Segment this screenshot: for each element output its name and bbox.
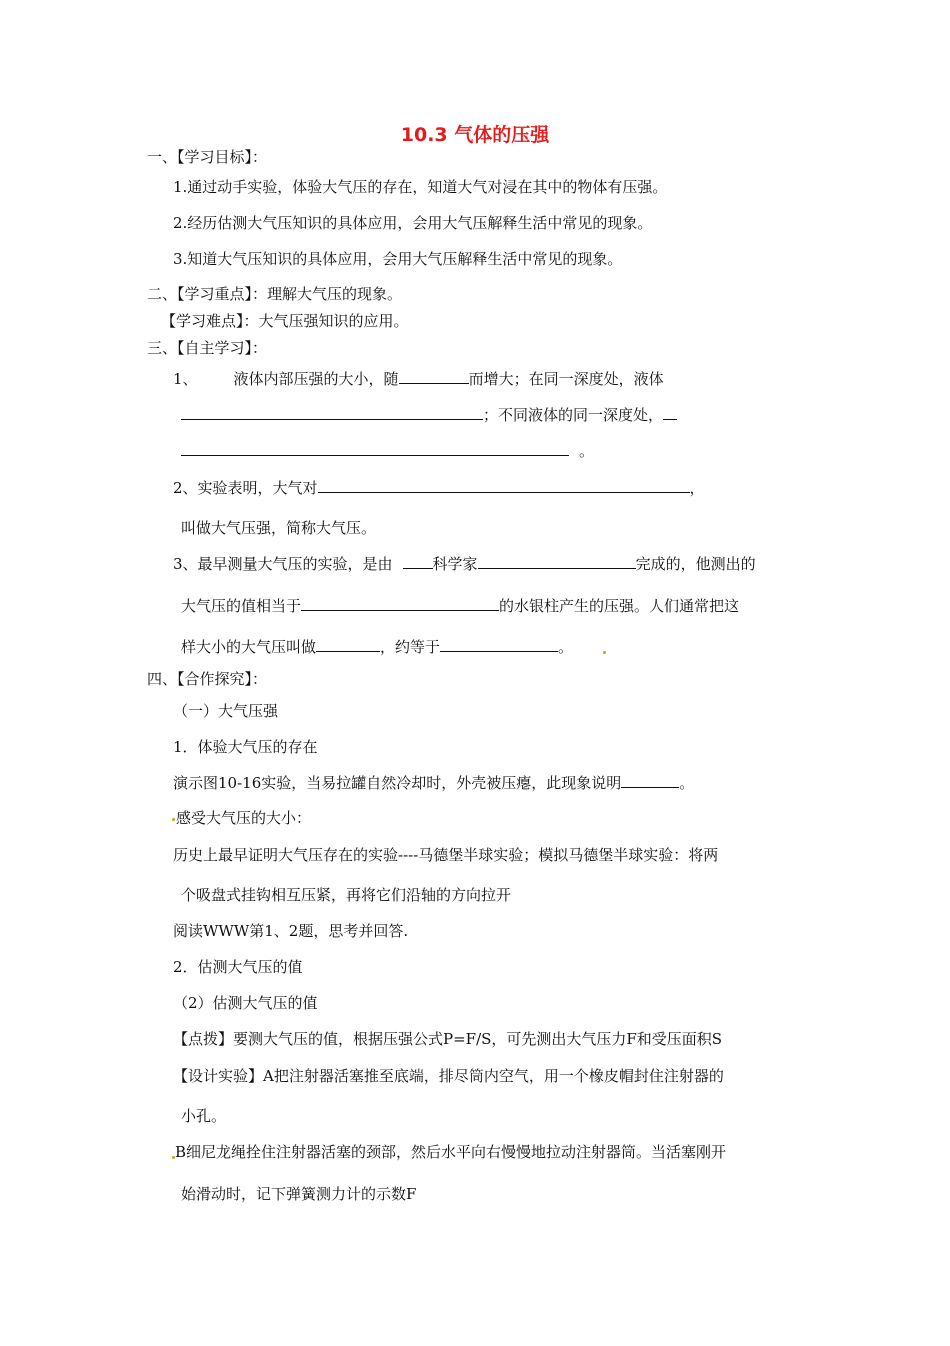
design-line-2: 小孔。: [181, 1107, 227, 1125]
fill-blank[interactable]: [318, 478, 690, 493]
part-1-heading: 1．体验大气压的存在: [173, 738, 318, 756]
step-b-line-1: B细尼龙绳拴住注射器活塞的颈部，然后水平向右慢慢地拉动注射器筒。当活塞刚开: [175, 1143, 727, 1161]
read-line: 阅读WWW第1、2题，思考并回答.: [173, 922, 409, 940]
question-3-text-e: 的水银柱产生的压强。人们通常把这: [499, 597, 740, 615]
subsection-1: （一）大气压强: [173, 702, 279, 720]
question-1-line-2: [181, 405, 677, 425]
question-3-line-2: [181, 596, 739, 616]
question-2-line-2: 叫做大气压强，简称大气压。: [181, 519, 377, 537]
demo-line: [173, 773, 694, 793]
fill-blank[interactable]: [181, 405, 483, 420]
question-3-text-h: 。: [558, 638, 574, 656]
fill-blank[interactable]: [621, 773, 679, 788]
fill-blank[interactable]: [316, 637, 380, 652]
fill-blank[interactable]: [663, 405, 677, 420]
fill-blank[interactable]: [478, 554, 636, 569]
question-3-line-3: [181, 637, 573, 657]
question-2-line-1: [173, 478, 705, 498]
decorative-dot: [603, 651, 606, 654]
history-line-1: 历史上最早证明大气压存在的实验----马德堡半球实验；模拟马德堡半球实验：将两: [173, 846, 719, 864]
design-line-1: 【设计实验】A把注射器活塞推至底端，排尽筒内空气，用一个橡皮帽封住注射器的: [173, 1067, 724, 1085]
question-1-text-b: 而增大；在同一深度处，液体: [468, 370, 664, 388]
decorative-dot: [172, 818, 175, 821]
feel-line: 感受大气压的大小：: [176, 809, 312, 827]
difficulty-line: 【学习难点】：大气压强知识的应用。: [161, 312, 409, 330]
objective-1: 1.通过动手实验，体验大气压的存在，知道大气对浸在其中的物体有压强。: [173, 178, 668, 196]
page-title: 10.3 气体的压强: [400, 124, 550, 146]
question-1-number: 1、: [173, 370, 198, 388]
part-2-heading: 2．估测大气压的值: [173, 958, 303, 976]
demo-text-a: 演示图10-16实验，当易拉罐自然冷却时，外壳被压瘪，此现象说明: [173, 774, 622, 792]
fill-blank[interactable]: [181, 441, 569, 456]
objective-3: 3.知道大气压知识的具体应用，会用大气压解释生活中常见的现象。: [173, 250, 623, 268]
objective-2: 2.经历估测大气压知识的具体应用，会用大气压解释生活中常见的现象。: [173, 214, 653, 232]
question-2-text-a: 2、实验表明，大气对: [173, 479, 318, 497]
question-1-text-d: 。: [579, 442, 595, 460]
history-line-2: 个吸盘式挂钩相互压紧，再将它们沿轴的方向拉开: [181, 886, 512, 904]
fill-blank[interactable]: [301, 596, 499, 611]
section-4-heading: 四、【合作探究】：: [147, 670, 268, 688]
fill-blank[interactable]: [403, 554, 433, 569]
question-3-text-c: 完成的，他测出的: [635, 555, 756, 573]
question-3-text-b: 科学家: [432, 555, 478, 573]
part-2-sub: （2）估测大气压的值: [173, 994, 318, 1012]
section-1-heading: 一、【学习目标】：: [147, 148, 268, 166]
section-2-heading: 二、【学习重点】：理解大气压的现象。: [147, 285, 403, 303]
question-1-text-c: ；不同液体的同一深度处，: [483, 406, 664, 424]
hint-line: 【点拨】要测大气压的值，根据压强公式P=F/S，可先测出大气压力F和受压面积S: [173, 1030, 723, 1048]
section-3-heading: 三、【自主学习】：: [147, 339, 268, 357]
question-3-text-f: 样大小的大气压叫做: [181, 638, 317, 656]
question-1-text-a: 液体内部压强的大小，随: [233, 370, 399, 388]
question-1-line-1: [173, 369, 664, 389]
step-b-line-2: 始滑动时，记下弹簧测力计的示数F: [181, 1185, 417, 1203]
question-3-text-g: ，约等于: [380, 638, 441, 656]
question-3-text-d: 大气压的值相当于: [181, 597, 302, 615]
question-2-text-b: ，: [689, 479, 705, 497]
fill-blank[interactable]: [440, 637, 558, 652]
question-1-line-3: [181, 441, 594, 461]
fill-blank[interactable]: [399, 369, 469, 384]
question-3-line-1: [173, 554, 756, 574]
demo-text-b: 。: [679, 774, 695, 792]
question-3-text-a: 3、最早测量大气压的实验，是由: [173, 555, 393, 573]
